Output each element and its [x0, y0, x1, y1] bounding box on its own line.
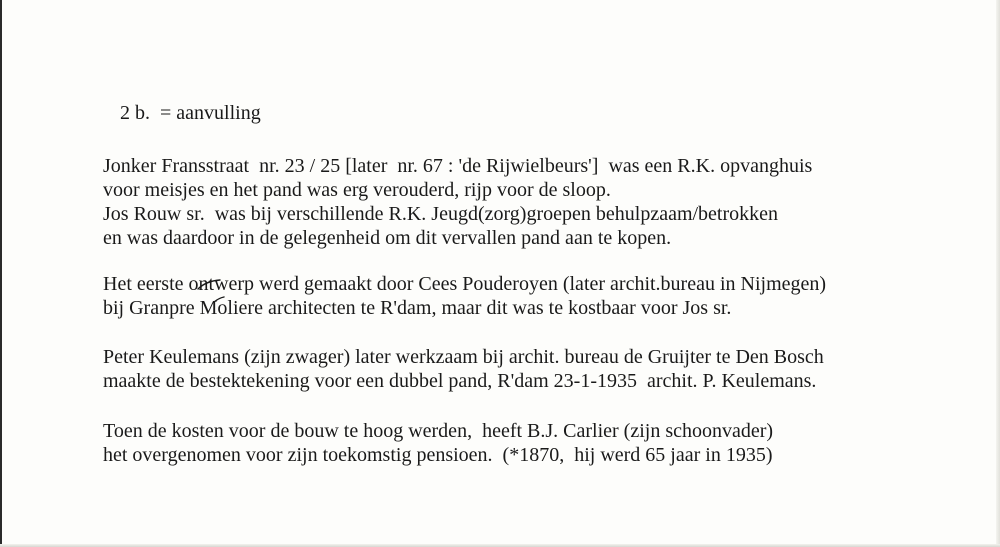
- text-line: Jonker Fransstraat nr. 23 / 25 [later nr. 67 : 'de Rijwielbeurs'] was een R.K. opvanghuis: [103, 155, 813, 177]
- paragraph-3: [103, 345, 824, 393]
- paragraph-2: [103, 272, 826, 320]
- section-heading: 2 b. = aanvulling: [120, 102, 261, 124]
- scanner-edge-left: [0, 0, 2, 547]
- text-line: en was daardoor in de gelegenheid om dit vervallen pand aan te kopen.: [103, 227, 672, 249]
- paragraph-4: [103, 419, 773, 467]
- text-line: bij Granpre Moliere architecten te R'dam, maar dit was te kostbaar voor Jos sr.: [103, 297, 732, 319]
- scanner-edge-right: [996, 0, 1000, 547]
- text-line: Het eerste ontwerp werd gemaakt door Cees Pouderoyen (later archit.bureau in Nijmegen): [103, 273, 827, 295]
- text-line: Peter Keulemans (zijn zwager) later werkzaam bij archit. bureau de Gruijter te Den Bosch: [103, 346, 824, 368]
- text-line: maakte de bestektekening voor een dubbel pand, R'dam 23-1-1935 archit. P. Keulemans.: [103, 370, 817, 392]
- text-line: het overgenomen voor zijn toekomstig pensioen. (*1870, hij werd 65 jaar in 1935): [103, 444, 773, 466]
- text-line: Toen de kosten voor de bouw te hoog werden, heeft B.J. Carlier (zijn schoonvader): [103, 420, 774, 442]
- text-line: Jos Rouw sr. was bij verschillende R.K. Jeugd(zorg)groepen behulpzaam/betrokken: [103, 203, 779, 225]
- text-line: voor meisjes en het pand was erg verouderd, rijp voor de sloop.: [103, 179, 611, 201]
- paragraph-1: [103, 154, 812, 250]
